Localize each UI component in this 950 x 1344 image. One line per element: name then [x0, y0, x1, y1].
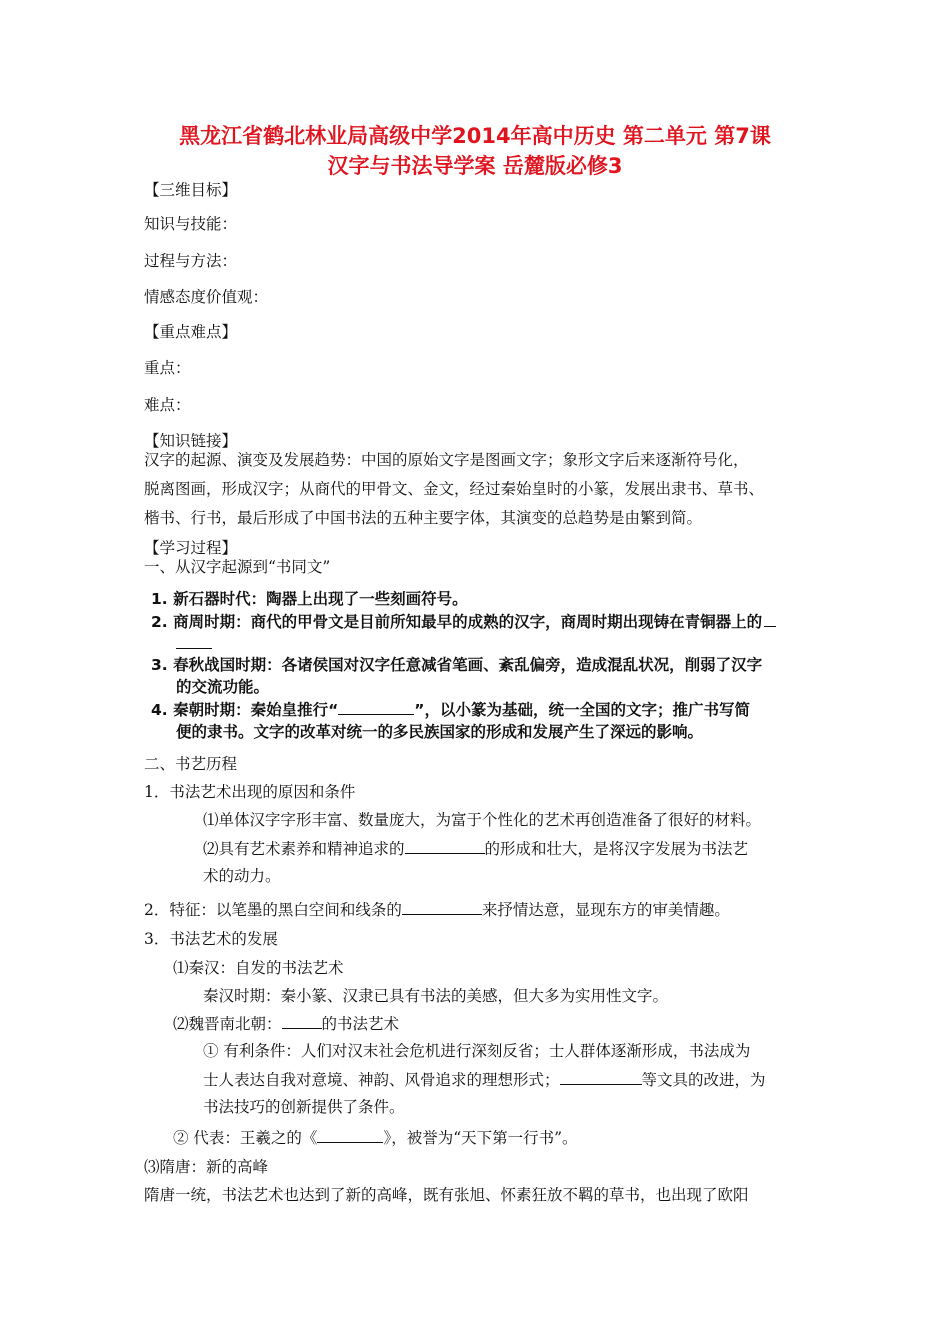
link-paragraph-line2: 脱离图画，形成汉字；从商代的甲骨文、金文，经过秦始皇时的小篆，发展出隶书、草书、 [144, 480, 765, 498]
focus-difficult: 难点： [144, 396, 191, 414]
representative-prefix: ② 代表：王羲之的《 [173, 1129, 318, 1147]
item4-line1 [151, 699, 750, 720]
origin-point2-line [203, 838, 748, 859]
wei-jin-conditions-prefix: 士人表达自我对意境、神韵、风骨追求的理想形式； [203, 1071, 560, 1089]
document-title-line1: 黑龙江省鹤北林业局高级中学2014年高中历史 第二单元 第7课 [179, 124, 771, 148]
section1-heading: 一、从汉字起源到“书同文” [144, 558, 331, 576]
item4-qin-line2: 便的隶书。文字的改革对统一的多民族国家的形成和发展产生了深远的影响。 [176, 723, 704, 741]
wei-jin-representative-line [173, 1127, 578, 1148]
section2-heading: 二、书艺历程 [144, 755, 238, 773]
wei-jin-tools-blank[interactable] [560, 1069, 642, 1085]
wei-jin-conditions-line3: 书法技巧的创新提供了条件。 [203, 1098, 405, 1116]
item2-line [151, 611, 776, 632]
link-paragraph-line1: 汉字的起源、演变及发展趋势：中国的原始文字是图画文字；象形文字后来逐渐符号化， [144, 451, 749, 469]
item2-shang-zhou: 2. 商周时期：商代的甲骨文是目前所知最早的成熟的汉字，商周时期出现铸在青铜器上的 [151, 613, 763, 631]
goal-process: 过程与方法： [144, 252, 238, 270]
wei-jin-prefix: ⑵魏晋南北朝： [173, 1015, 282, 1033]
link-header: 【知识链接】 [144, 432, 238, 450]
wei-jin-blank[interactable] [282, 1013, 322, 1029]
calligraphy-origin-heading: 1．书法艺术出现的原因和条件 [144, 783, 356, 801]
sui-tang-heading: ⑶隋唐：新的高峰 [144, 1158, 269, 1176]
sui-tang-text: 隋唐一统，书法艺术也达到了新的高峰，既有张旭、怀素狂放不羁的草书，也出现了欧阳 [144, 1186, 749, 1204]
goals-header: 【三维目标】 [144, 181, 238, 199]
focus-header: 【重点难点】 [144, 323, 238, 341]
link-paragraph-line3: 楷书、行书，最后形成了中国书法的五种主要字体，其演变的总趋势是由繁到简。 [144, 509, 703, 527]
qin-han-heading: ⑴秦汉：自发的书法艺术 [173, 959, 344, 977]
goal-knowledge: 知识与技能： [144, 215, 238, 233]
item1-neolithic: 1. 新石器时代：陶器上出现了一些刻画符号。 [151, 590, 468, 608]
origin-point2-blank[interactable] [405, 838, 485, 854]
item4-qin-prefix: 4. 秦朝时期：秦始皇推行“ [151, 701, 339, 719]
item3-spring-autumn-line2: 的交流功能。 [176, 678, 270, 696]
feature-line [144, 899, 730, 920]
wei-jin-conditions-line1: ① 有利条件：人们对汉末社会危机进行深刻反省；士人群体逐渐形成，书法成为 [203, 1042, 751, 1060]
origin-point1: ⑴单体汉字字形丰富、数量庞大，为富于个性化的艺术再创造准备了很好的材料。 [203, 811, 762, 829]
origin-point2-suffix: 的形成和壮大，是将汉字发展为书法艺 [484, 840, 749, 858]
item3-spring-autumn-line1: 3. 春秋战国时期：各诸侯国对汉字任意减省笔画、紊乱偏旁，造成混乱状况，削弱了汉字 [151, 656, 763, 674]
feature-blank[interactable] [402, 899, 482, 915]
representative-blank[interactable] [317, 1127, 383, 1143]
feature-suffix: 来抒情达意，显现东方的审美情趣。 [481, 901, 730, 919]
development-heading: 3．书法艺术的发展 [144, 930, 278, 948]
goal-emotion: 情感态度价值观： [144, 288, 269, 306]
wei-jin-heading-line [173, 1013, 399, 1034]
focus-key: 重点： [144, 359, 191, 377]
representative-suffix: 》，被誉为“天下第一行书”。 [383, 1129, 578, 1147]
wei-jin-conditions-suffix: 等文具的改进，为 [641, 1071, 766, 1089]
qin-han-text: 秦汉时期：秦小篆、汉隶已具有书法的美感，但大多为实用性文字。 [203, 987, 669, 1005]
item2-continuation [176, 633, 212, 654]
item4-blank[interactable] [338, 699, 414, 715]
process-header: 【学习过程】 [144, 539, 238, 557]
origin-point2-prefix: ⑵具有艺术素养和精神追求的 [203, 840, 405, 858]
wei-jin-suffix: 的书法艺术 [321, 1015, 400, 1033]
document-title-line2: 汉字与书法导学案 岳麓版必修3 [327, 154, 623, 178]
item2-blank-start[interactable] [764, 611, 776, 627]
wei-jin-conditions-line2 [203, 1069, 766, 1090]
item4-qin-suffix: ”，以小篆为基础，统一全国的文字；推广书写简 [414, 701, 750, 719]
origin-point2-line2: 术的动力。 [203, 867, 281, 885]
item2-blank-end[interactable] [176, 633, 212, 649]
feature-prefix: 2．特征：以笔墨的黑白空间和线条的 [144, 901, 402, 919]
